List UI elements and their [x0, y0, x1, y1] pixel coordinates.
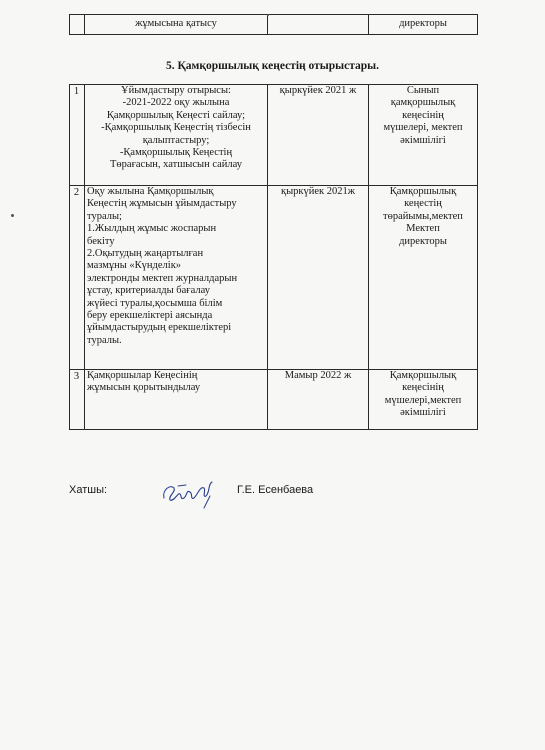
topic-line: туралы. — [87, 334, 122, 346]
table-row — [70, 85, 478, 186]
responsible-line: Қамқоршылық — [389, 370, 457, 381]
topic-line: ұстау, критериалды бағалау — [87, 285, 210, 297]
responsible-line: мүшелері, мектеп — [383, 122, 463, 134]
row-number: 2 — [70, 186, 85, 370]
topic-line: -Қамқоршылық Кеңестің — [119, 147, 233, 159]
topic-line: -Қамқоршылық Кеңестің тізбесін — [101, 122, 251, 134]
table-cell: жұмысына қатысу — [85, 15, 268, 35]
topic-line: электронды мектеп журналдарын — [87, 272, 238, 284]
topic-cell — [85, 85, 268, 186]
responsible-line: кеңесінің — [402, 109, 444, 121]
topic-line: қалыптастыру; — [142, 134, 210, 146]
row-number: 3 — [70, 370, 85, 430]
topic-cell — [85, 186, 268, 370]
row-number: 1 — [70, 85, 85, 186]
topic-line: Төрағасын, хатшысын сайлау — [110, 159, 242, 171]
previous-table-tail — [69, 14, 478, 35]
topic-cell — [85, 370, 268, 430]
responsible-line: директоры — [399, 235, 447, 247]
topic-line: -2021-2022 оқу жылына — [122, 97, 230, 109]
responsible-line: әкімшілігі — [400, 407, 446, 419]
responsible-cell — [369, 85, 478, 186]
responsible-line: мүшелері,мектеп — [384, 394, 462, 406]
responsible-line: қамқоршылық — [390, 97, 456, 109]
section-title: 5. Қамқоршылық кеңестің отырыстары. — [165, 60, 380, 72]
topic-line: 2.Оқытудың жаңартылған — [87, 248, 204, 260]
responsible-line: кеңестің — [404, 198, 442, 210]
topic-line: Кеңестің жұмысын ұйымдастыру — [87, 198, 237, 210]
responsible-line: Мектеп — [406, 223, 440, 235]
responsible-line: Сынып — [406, 85, 440, 96]
responsible-line: әкімшілігі — [400, 134, 446, 146]
topic-line: беру ерекшеліктері аясында — [87, 310, 213, 322]
topic-line: жұмысын қорытындылау — [87, 382, 201, 394]
signature-label: Хатшы: — [69, 484, 108, 496]
responsible-cell — [369, 186, 478, 370]
topic-line: 1.Жылдың жұмыс жоспарын — [87, 223, 217, 235]
topic-line: бекіту — [87, 235, 115, 247]
date-cell: қыркүйек 2021 ж — [268, 85, 369, 186]
meetings-table — [69, 84, 478, 430]
date-cell: қыркүйек 2021ж — [268, 186, 369, 370]
topic-line: туралы; — [87, 210, 122, 222]
responsible-line: Қамқоршылық — [389, 186, 457, 197]
responsible-cell — [369, 370, 478, 430]
topic-line: жүйесі туралы,қосымша білім — [87, 297, 223, 309]
table-cell: директоры — [369, 15, 478, 35]
topic-line: Қамқоршылық Кеңесті сайлау; — [106, 109, 246, 121]
table-row — [70, 186, 478, 370]
topic-line: Қамқоршылар Кеңесінің — [87, 370, 198, 381]
topic-line: ұйымдастырудың ерекшеліктері — [87, 322, 232, 334]
topic-line: Оқу жылына Қамқоршылық — [87, 186, 214, 197]
topic-line: Ұйымдастыру отырысы: — [121, 85, 231, 96]
signatory-name: Г.Е. Есенбаева — [237, 484, 314, 496]
date-cell: Мамыр 2022 ж — [268, 370, 369, 430]
table-cell — [70, 15, 85, 35]
responsible-line: төрайымы,мектеп — [383, 210, 463, 222]
scan-mark — [267, 14, 269, 16]
table-row — [70, 370, 478, 430]
table-cell — [268, 15, 369, 35]
responsible-line: кеңесінің — [402, 382, 444, 394]
scan-mark — [11, 214, 14, 217]
topic-line: мазмұны «Күнделік» — [87, 260, 182, 272]
table-row — [70, 15, 478, 35]
handwritten-signature — [160, 476, 222, 510]
